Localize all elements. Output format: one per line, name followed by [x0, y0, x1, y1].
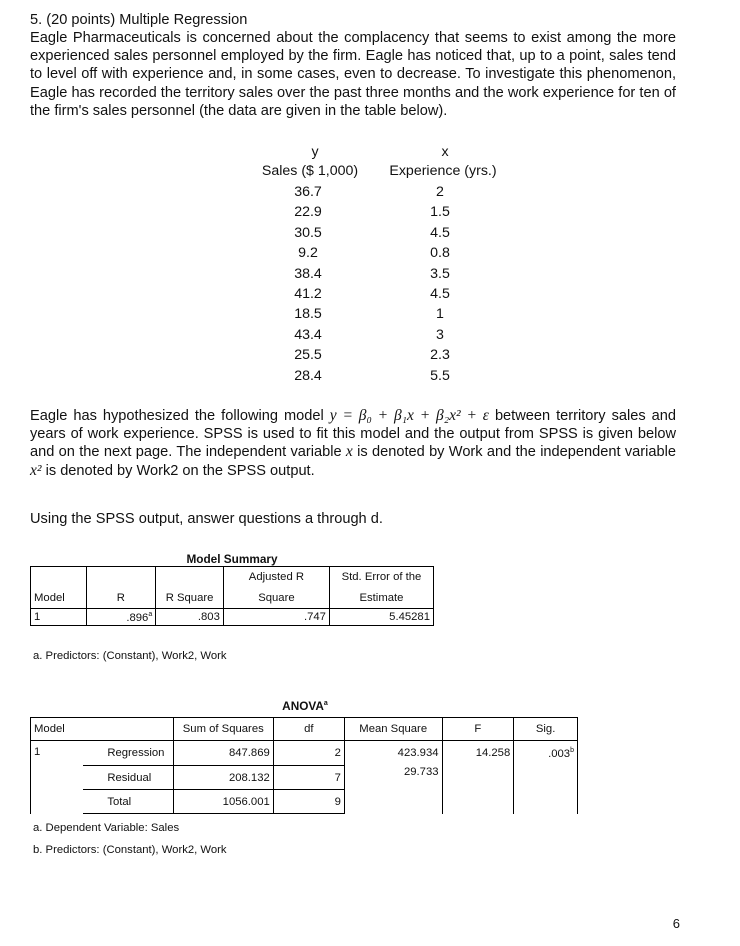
variable-x2: x²: [30, 461, 42, 479]
model-value: 1: [31, 609, 87, 626]
experience-value: 2: [436, 184, 444, 200]
y-symbol: y: [311, 144, 319, 160]
sales-header: Sales ($ 1,000): [261, 163, 359, 179]
sales-value: 38.4: [294, 265, 322, 282]
df-header: df: [273, 718, 344, 741]
regression-df: 2: [273, 741, 344, 766]
total-label: Total: [83, 790, 173, 814]
residual-label: Residual: [83, 766, 173, 790]
r-square-header: R Square: [156, 588, 224, 609]
experience-value: 4.5: [430, 286, 450, 303]
anova-footnote-a: a. Dependent Variable: Sales: [33, 822, 180, 834]
total-df: 9: [273, 790, 344, 814]
anova-model-header: Model: [31, 718, 84, 741]
regression-ms: 423.934: [344, 741, 442, 766]
sales-value: 30.5: [294, 224, 322, 241]
adj-r-header-line2: Square: [223, 588, 329, 609]
ss-header: Sum of Squares: [173, 718, 273, 741]
regression-f: 14.258: [442, 741, 514, 766]
sales-value: 22.9: [294, 204, 322, 221]
model-equation: y = β₀ + β₁x + β₂x² + ε: [329, 407, 489, 424]
residual-ms: 29.733: [344, 766, 442, 790]
regression-sig: .003$^b$: [514, 741, 578, 766]
question-heading: 5. (20 points) Multiple Regression: [30, 12, 248, 28]
model-header: Model: [31, 588, 87, 609]
hypothesis-paragraph: [30, 407, 676, 480]
experience-column: [395, 182, 485, 386]
hypothesis-text-4: is denoted by Work2 on the SPSS output.: [45, 462, 315, 479]
experience-value: 5.5: [430, 367, 450, 384]
experience-value: 1: [436, 306, 444, 323]
anova-footnote-b: b. Predictors: (Constant), Work2, Work: [33, 844, 227, 856]
f-header: F: [442, 718, 514, 741]
sales-column: [263, 182, 353, 386]
question-intro: Eagle Pharmaceuticals is concerned about the complacency that seems to exist among the more experienced sales personnel employed by the firm. Eagle has noticed that, up to a point, sales tend to level off with experience and, in some cases, even to decrease. To investigate this phenomenon, Eagle has recorded the territory sales over the past three months and the work experience for ten of the firm's sales personnel (the data are given in the table below).: [30, 30, 676, 119]
x-symbol: x: [441, 144, 449, 160]
hypothesis-text-1: Eagle has hypothesized the following model: [30, 408, 324, 424]
hypothesis-text-3: is denoted by Work and the independent variable: [357, 444, 676, 461]
se-header-line1: Std. Error of the: [329, 567, 433, 588]
r-square-value: .803: [156, 609, 224, 626]
hypothesis-text-2: between territory sales and years of work experience. SPSS is used to fit this model and the output from SPSS is given below and on the next page. The independent variable: [30, 408, 677, 461]
page-number: 6: [672, 916, 680, 931]
model-summary-title: Model Summary: [186, 552, 278, 566]
residual-df: 7: [273, 766, 344, 790]
sales-value: 25.5: [294, 347, 322, 364]
anova-table: [30, 717, 578, 814]
anova-model-value: 1: [31, 741, 84, 814]
variable-x: x: [345, 443, 353, 461]
sales-value: 36.7: [294, 184, 322, 200]
sales-value: 43.4: [294, 326, 322, 343]
sales-value: 28.4: [294, 367, 322, 384]
model-summary-table: [30, 566, 434, 626]
instruction-text: Using the SPSS output, answer questions a through d.: [30, 511, 383, 527]
adj-r-header-line1: Adjusted R: [223, 567, 329, 588]
total-ss: 1056.001: [173, 790, 273, 814]
sales-value: 41.2: [294, 286, 322, 303]
adj-r-square-value: .747: [223, 609, 329, 626]
experience-value: 0.8: [430, 245, 450, 262]
residual-ss: 208.132: [173, 766, 273, 790]
data-table: [240, 142, 530, 390]
r-header: R: [86, 588, 156, 609]
anova-title: ANOVA$^a$: [282, 699, 328, 713]
experience-value: 1.5: [430, 204, 450, 221]
regression-ss: 847.869: [173, 741, 273, 766]
experience-value: 4.5: [430, 224, 450, 241]
std-error-value: 5.45281: [329, 609, 433, 626]
r-value: .896$^a$: [86, 609, 156, 626]
regression-label: Regression: [83, 741, 173, 766]
sig-header: Sig.: [514, 718, 578, 741]
experience-value: 3: [436, 326, 444, 343]
model-summary-footnote: a. Predictors: (Constant), Work2, Work: [33, 650, 227, 662]
sales-value: 9.2: [298, 245, 318, 262]
experience-header: Experience (yrs.): [389, 163, 497, 179]
sales-value: 18.5: [294, 306, 322, 323]
experience-value: 3.5: [430, 265, 450, 282]
experience-value: 2.3: [430, 347, 450, 364]
ms-header: Mean Square: [344, 718, 442, 741]
se-header-line2: Estimate: [329, 588, 433, 609]
